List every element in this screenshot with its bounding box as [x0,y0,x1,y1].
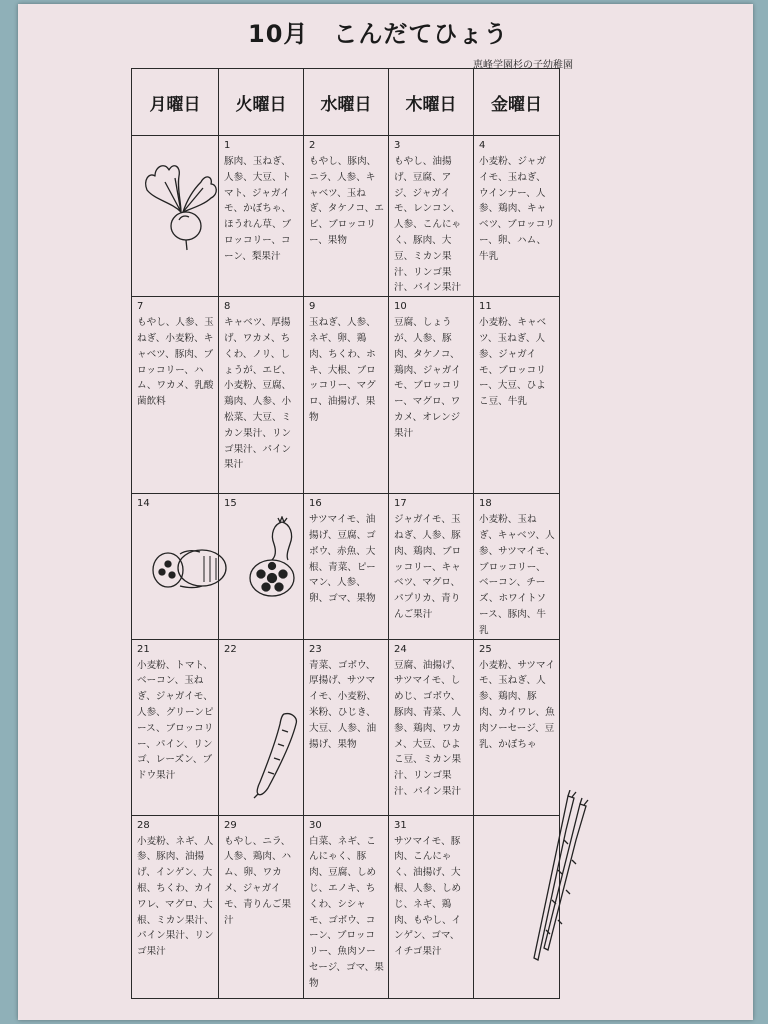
weekday-fri: 金曜日 [474,69,560,136]
weekday-mon: 月曜日 [132,69,219,136]
day-cell [304,815,389,998]
menu-text: 豆腐、油揚げ、サツマイモ、しめじ、ゴボウ、豚肉、青菜、人参、鶏肉、ワカメ、大豆、ひよこ豆、ミカン果汁、リンゴ果汁、パイン果汁 [394,659,462,797]
menu-text: もやし、人参、玉ねぎ、小麦粉、キャベツ、豚肉、ブロッコリー、ハム、ワカメ、乳酸菌飲料 [137,317,214,408]
day-cell [389,815,474,998]
menu-text: 豆腐、しょうが、人参、豚肉、タケノコ、鶏肉、ジャガイモ、ブロッコリー、マグロ、ワカメ、オレンジ果汁 [394,317,461,439]
day-number: 2 [309,140,316,151]
burdock-root-icon [246,710,306,800]
day-number: 9 [309,301,316,313]
day-cell [474,136,560,297]
menu-text: もやし、油揚げ、豆腐、アジ、ジャガイモ、レンコン、人参、こんにゃく、豚肉、大豆、ミカン果汁、リンゴ果汁、パイン果汁 [394,156,462,294]
day-cell [474,639,560,815]
menu-text: もやし、ニラ、人参、鶏肉、ハム、卵、ワカメ、ジャガイモ、青りんご果汁 [224,835,292,926]
menu-text: 白菜、ネギ、こんにゃく、豚肉、豆腐、しめじ、エノキ、ちくわ、シシャモ、ゴボウ、コーン、ブロッコリー、魚肉ソーセージ、ゴマ、果物 [309,835,384,989]
day-number: 11 [479,301,492,313]
day-number: 23 [309,643,322,655]
menu-text: ジャガイモ、玉ねぎ、人参、豚肉、鶏肉、ブロッコリー、キャベツ、マグロ、パプリカ、青りんご果汁 [394,514,462,620]
weekday-thu: 木曜日 [389,69,474,136]
day-number: 29 [224,819,237,831]
day-cell [389,639,474,815]
day-cell [304,297,389,494]
day-number: 31 [394,819,407,831]
menu-text: 豚肉、玉ねぎ、人参、大豆、トマト、ジャガイモ、かぼちゃ、ほうれん草、ブロッコリー、コーン、梨果汁 [224,156,292,262]
day-number: 1 [224,140,231,151]
day-number: 17 [394,498,407,510]
menu-text: キャベツ、厚揚げ、ワカメ、ちくわ、ノリ、しょうが、エビ、小麦粉、豆腐、鶏肉、人参、小松菜、大豆、ミカン果汁、リンゴ果汁、パイン果汁 [224,317,292,471]
menu-text: 玉ねぎ、人参、ネギ、卵、鶏肉、ちくわ、ホキ、大根、ブロッコリー、マグロ、油揚げ、果物 [309,317,376,423]
day-number: 7 [137,301,144,313]
menu-text: 小麦粉、玉ねぎ、キャベツ、人参、サツマイモ、ブロッコリー、ベーコン、チーズ、ホワイトソース、豚肉、牛乳 [479,514,555,636]
day-cell [304,639,389,815]
radish-icon [141,154,221,254]
day-cell [219,815,304,998]
day-cell [132,297,219,494]
menu-text: 小麦粉、サツマイモ、玉ねぎ、人参、鶏肉、豚肉、カイワレ、魚肉ソーセージ、豆乳、かぼちゃ [479,659,555,750]
day-number: 8 [224,301,231,313]
day-cell [132,815,219,998]
day-cell [474,494,560,639]
day-cell [304,136,389,297]
day-cell [389,297,474,494]
carrots-icon [508,790,598,970]
menu-text: 小麦粉、ジャガイモ、玉ねぎ、ウインナー、人参、鶏肉、キャベツ、ブロッコリー、卵、ハム、牛乳 [479,156,555,262]
day-cell [389,136,474,297]
day-number: 21 [137,643,150,655]
school-name: 恵峰学園杉の子幼稚園 [473,60,573,71]
menu-text: サツマイモ、豚肉、こんにゃく、油揚げ、大根、人参、しめじ、ネギ、鶏肉、もやし、インゲン、ゴマ、イチゴ果汁 [394,835,462,958]
menu-text: 青菜、ゴボウ、厚揚げ、サツマイモ、小麦粉、米粉、ひじき、大豆、人参、油揚げ、果物 [309,659,377,750]
week-row [132,639,560,815]
menu-sheet [18,4,753,1020]
day-number: 22 [224,643,237,655]
weekday-wed: 水曜日 [304,69,389,136]
week-row [132,297,560,494]
day-number: 18 [479,498,492,510]
day-number: 14 [137,498,150,510]
lotus-root-icon [242,516,312,600]
day-number: 25 [479,643,492,655]
day-cell [132,639,219,815]
page-title: 10月 こんだてひょう [248,20,509,48]
menu-text: 小麦粉、キャベツ、玉ねぎ、人参、ジャガイモ、ブロッコリー、大豆、ひよこ豆、牛乳 [479,317,547,408]
day-number: 10 [394,301,407,313]
day-number: 15 [224,498,237,510]
weekday-tue: 火曜日 [219,69,304,136]
day-cell [474,297,560,494]
lotus-root-icon [150,544,232,592]
day-number: 16 [309,498,322,510]
day-cell [389,494,474,639]
day-cell [304,494,389,639]
day-number: 4 [479,140,486,151]
week-row [132,815,560,998]
day-cell [219,136,304,297]
day-number: 28 [137,819,150,831]
menu-text: 小麦粉、ネギ、人参、豚肉、油揚げ、インゲン、大根、ちくわ、カイワレ、マグロ、大根、ミカン果汁、パイン果汁、リンゴ果汁 [137,835,214,958]
day-number: 24 [394,643,407,655]
day-number: 30 [309,819,322,831]
weekday-header-row [132,69,560,136]
day-number: 3 [394,140,401,151]
day-cell [219,297,304,494]
menu-text: サツマイモ、油揚げ、豆腐、ゴボウ、赤魚、大根、青菜、ピーマン、人参、卵、ゴマ、果物 [309,514,376,605]
menu-text: もやし、豚肉、ニラ、人参、キャベツ、玉ねぎ、タケノコ、エビ、ブロッコリー、果物 [309,156,384,246]
menu-text: 小麦粉、トマト、ベーコン、玉ねぎ、ジャガイモ、人参、グリーンピース、ブロッコリー、パイン、リンゴ、レーズン、ブドウ果汁 [137,659,214,782]
